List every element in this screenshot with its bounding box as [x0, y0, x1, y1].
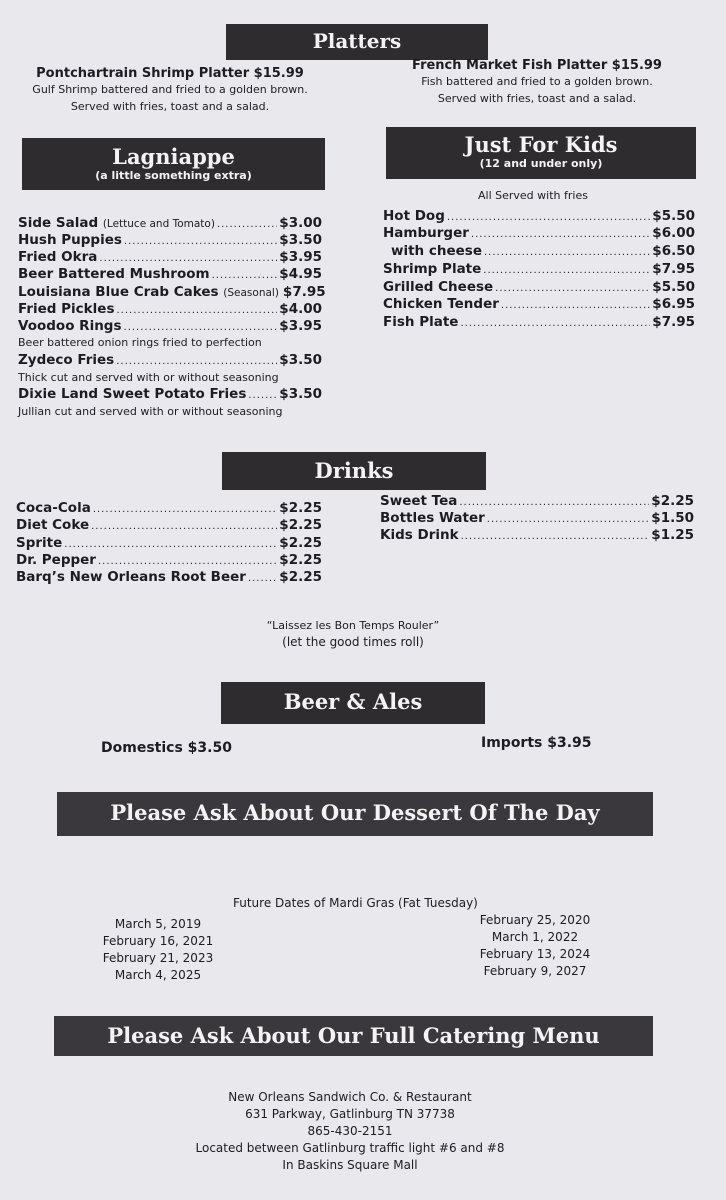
kids-subheading: (12 and under only): [479, 157, 603, 170]
zydeco-fries-note: Thick cut and served with or without seasoning: [18, 371, 279, 384]
mardi-gras-dates-right: [474, 912, 596, 980]
platters-heading: Platters: [312, 29, 402, 53]
menu-item: Voodoo Rings ..... $3.95: [18, 318, 322, 336]
drink-item: Bottles Water ..... $1.50: [380, 510, 694, 528]
fish-platter-desc: Fish battered and fried to a golden brown.: [421, 75, 653, 88]
drink-item: Kids Drink ..... $1.25: [380, 527, 694, 545]
restaurant-name: New Orleans Sandwich Co. & Restaurant: [228, 1090, 472, 1104]
shrimp-platter-desc: Gulf Shrimp battered and fried to a golden brown.: [32, 83, 308, 96]
kids-served-note: All Served with fries: [478, 189, 588, 202]
mardi-gras-date: March 5, 2019: [114, 917, 202, 931]
mardi-gras-date: March 4, 2025: [114, 968, 202, 982]
drink-item: Barq’s New Orleans Root Beer ..... $2.25: [16, 569, 322, 587]
catering-banner: [54, 1016, 653, 1056]
restaurant-address: 631 Parkway, Gatlinburg TN 37738: [245, 1107, 455, 1121]
mardi-gras-date: February 16, 2021: [102, 934, 214, 948]
drink-item: Diet Coke ..... $2.25: [16, 517, 322, 535]
quote: [203, 617, 503, 651]
kids-item: with cheese ..... $6.50: [383, 243, 695, 261]
menu-item: Louisiana Blue Crab Cakes (Seasonal) $7.95: [18, 284, 326, 300]
mardi-gras-title: Future Dates of Mardi Gras (Fat Tuesday): [233, 896, 478, 910]
beer-heading-banner: [221, 682, 485, 724]
drink-item: Sweet Tea ..... $2.25: [380, 493, 694, 511]
dessert-heading: Please Ask About Our Dessert Of The Day: [110, 800, 600, 825]
lagniappe-heading-banner: [22, 138, 325, 190]
catering-heading: Please Ask About Our Full Catering Menu: [107, 1023, 600, 1048]
beer-imports: Imports $3.95: [481, 735, 592, 751]
fish-platter: [392, 58, 682, 107]
restaurant-info: [150, 1089, 550, 1174]
drink-item: Dr. Pepper ..... $2.25: [16, 552, 322, 570]
shrimp-platter-title: Pontchartrain Shrimp Platter $15.99: [36, 66, 304, 81]
restaurant-phone: 865-430-2151: [307, 1124, 393, 1138]
fish-platter-title: French Market Fish Platter $15.99: [412, 58, 662, 73]
kids-item: Shrimp Plate ..... $7.95: [383, 261, 695, 279]
drinks-heading-banner: [222, 452, 486, 490]
beer-domestics: Domestics $3.50: [101, 740, 232, 756]
kids-heading: Just For Kids: [464, 132, 618, 157]
menu-item: Side Salad (Lettuce and Tomato) ..... $3.00: [18, 215, 322, 233]
quote-french: “Laissez les Bon Temps Rouler”: [266, 619, 440, 632]
menu-item: Beer Battered Mushroom ..... $4.95: [18, 266, 322, 284]
menu-item: Fried Okra ..... $3.95: [18, 249, 322, 267]
menu-item: Hush Puppies ..... $3.50: [18, 232, 322, 250]
drinks-heading: Drinks: [314, 458, 394, 483]
mardi-gras-date: February 21, 2023: [102, 951, 214, 965]
restaurant-mall: In Baskins Square Mall: [282, 1158, 418, 1172]
menu-item: Zydeco Fries ..... $3.50: [18, 352, 322, 370]
restaurant-location: Located between Gatlinburg traffic light #6 and #8: [195, 1141, 505, 1155]
platters-heading-banner: [226, 24, 488, 60]
fish-platter-served: Served with fries, toast and a salad.: [437, 92, 637, 105]
mardi-gras-date: February 25, 2020: [479, 913, 591, 927]
mardi-gras-date: February 9, 2027: [483, 964, 587, 978]
mardi-gras-date: February 13, 2024: [479, 947, 591, 961]
dixie-fries-note: Jullian cut and served with or without seasoning: [18, 405, 283, 418]
lagniappe-heading: Lagniappe: [112, 144, 235, 169]
kids-item: Fish Plate ..... $7.95: [383, 314, 695, 332]
menu-item: Fried Pickles ..... $4.00: [18, 301, 322, 319]
quote-english: (let the good times roll): [282, 635, 424, 649]
kids-item: Grilled Cheese ..... $5.50: [383, 279, 695, 297]
menu-item: Dixie Land Sweet Potato Fries ..... $3.50: [18, 386, 322, 404]
kids-item: Hot Dog ..... $5.50: [383, 208, 695, 226]
mardi-gras-dates-left: [98, 916, 218, 984]
beer-heading: Beer & Ales: [283, 689, 423, 714]
drink-item: Coca-Cola ..... $2.25: [16, 500, 322, 518]
shrimp-platter: [20, 66, 320, 115]
kids-item: Chicken Tender ..... $6.95: [383, 296, 695, 314]
voodoo-rings-note: Beer battered onion rings fried to perfection: [18, 336, 262, 349]
lagniappe-subheading: (a little something extra): [95, 169, 252, 182]
drink-item: Sprite ..... $2.25: [16, 535, 322, 553]
kids-heading-banner: [386, 127, 696, 179]
kids-item: Hamburger ..... $6.00: [383, 225, 695, 243]
mardi-gras-date: March 1, 2022: [491, 930, 579, 944]
shrimp-platter-served: Served with fries, toast and a salad.: [70, 100, 270, 113]
dessert-banner: [57, 792, 653, 836]
